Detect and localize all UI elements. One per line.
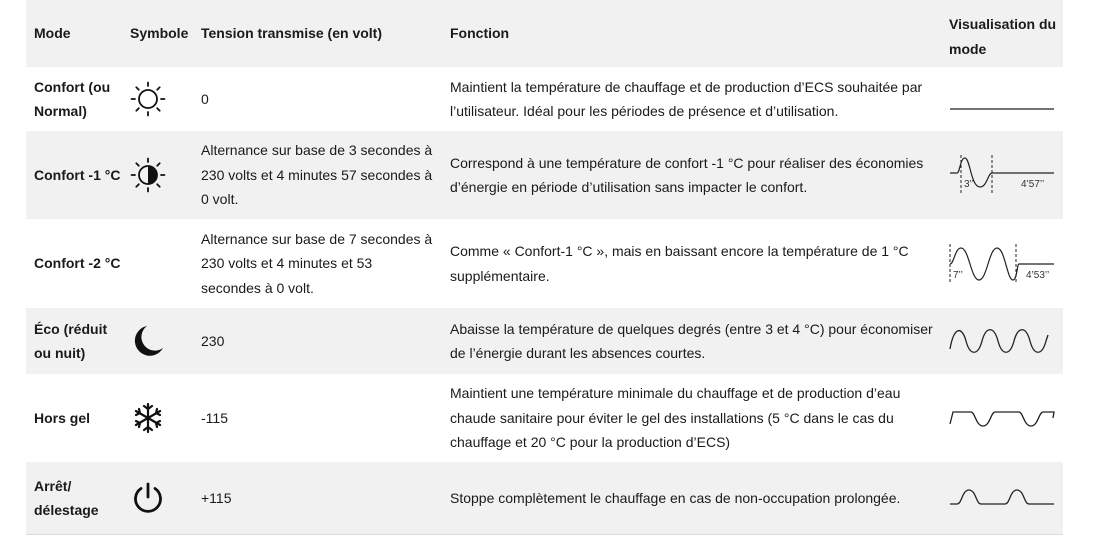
wave-label-on: 7’’	[953, 269, 963, 281]
sun-icon	[130, 81, 166, 117]
fonction-cell: Abaisse la température de quelques degrés (entre 3 et 4 °C) pour économiser de l’énergie durant les absences courtes.	[450, 320, 933, 361]
fonction-cell: Comme « Confort-1 °C », mais en baissant encore la température de 1 °C supplémentaire.	[450, 243, 909, 284]
header-visualisation: Visualisation du mode	[949, 16, 1057, 57]
tension-cell: 230	[201, 332, 225, 349]
mode-cell: Éco (réduit ou nuit)	[34, 320, 108, 361]
tension-cell: Alternance sur base de 7 secondes à 230 volts et 4 minutes et 53 secondes à 0 volt.	[201, 230, 433, 296]
wave-label-off: 4’53’’	[1026, 269, 1050, 281]
power-icon	[130, 480, 166, 516]
mode-cell: Confort (ou Normal)	[34, 78, 111, 119]
table-bottom-border	[26, 534, 1063, 535]
wave-label-on: 3’’	[964, 179, 974, 190]
negative-half-wave	[949, 398, 1055, 438]
table-row	[26, 308, 1063, 374]
snowflake-icon	[130, 400, 166, 436]
header-symbole: Symbole	[130, 25, 189, 42]
table-row	[26, 374, 1063, 462]
table-row	[26, 67, 1063, 131]
fonction-cell: Maintient la température de chauffage et de production d’ECS souhaitée par l’utilisateur. Idéal pour les périodes de présence et d’utilisation.	[450, 78, 923, 119]
mode-cell: Hors gel	[34, 409, 91, 426]
fonction-cell: Correspond à une température de confort -1 °C pour réaliser des économies d’énergie en période d’utilisation sans impacter le confort.	[450, 154, 924, 195]
pulse-short-wave	[949, 153, 1055, 197]
wave-label-off: 4’57’’	[1021, 179, 1045, 190]
tension-cell: Alternance sur base de 3 secondes à 230 volts et 4 minutes 57 secondes à 0 volt.	[201, 142, 433, 208]
moon-icon	[130, 323, 166, 359]
tension-cell: -115	[201, 409, 228, 426]
half-sun-icon	[130, 157, 166, 193]
fonction-cell: Stoppe complètement le chauffage en cas de non-occupation prolongée.	[450, 489, 901, 506]
table-header-row	[26, 0, 1063, 67]
pilot-wire-modes-table	[26, 0, 1063, 534]
positive-half-wave	[949, 478, 1055, 518]
mode-cell: Confort -2 °C	[34, 255, 121, 272]
header-fonction: Fonction	[450, 25, 510, 42]
tension-cell: 0	[201, 90, 209, 107]
tension-cell: +115	[201, 489, 232, 506]
flat-line-wave	[949, 79, 1055, 119]
pulse-long-wave	[949, 240, 1055, 288]
table-row	[26, 462, 1063, 534]
header-mode: Mode	[34, 25, 71, 42]
fonction-cell: Maintient une température minimale du chauffage et de production d’eau chaude sanitaire pour éviter le gel des installations (5 °C dans le cas du chauffage et 20 °C pour la production d’ECS)	[450, 385, 901, 451]
table-row	[26, 219, 1063, 308]
full-sine-wave	[949, 321, 1055, 361]
mode-cell: Confort -1 °C	[34, 166, 121, 183]
table-row	[26, 131, 1063, 219]
header-tension: Tension transmise (en volt)	[201, 25, 382, 42]
mode-cell: Arrêt/ délestage	[34, 477, 99, 518]
